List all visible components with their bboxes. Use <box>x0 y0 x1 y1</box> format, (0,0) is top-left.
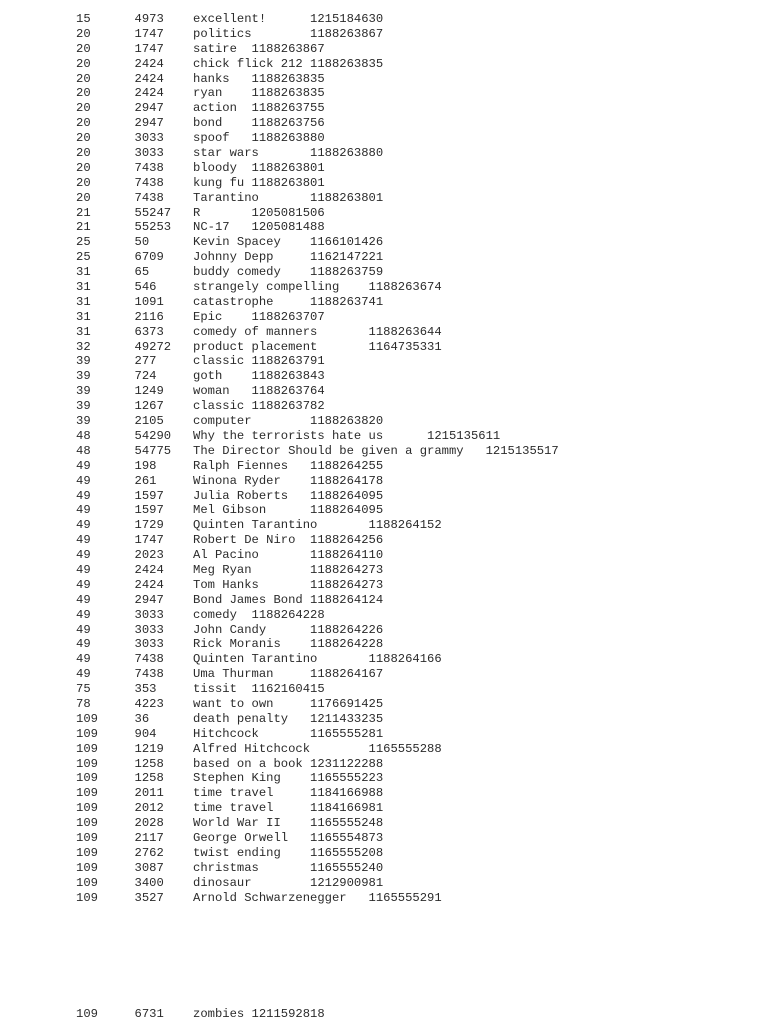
tag-row: 48 54775 The Director Should be given a grammy 1215135517 <box>76 443 559 458</box>
tag-row: 31 1091 catastrophe 1188263741 <box>76 294 384 309</box>
tag-row: 20 2947 action 1188263755 <box>76 101 325 116</box>
tag-row: 49 1747 Robert De Niro 1188264256 <box>76 533 384 548</box>
tag-row: 15 4973 excellent! 1215184630 <box>76 12 384 26</box>
tag-row: 109 2762 twist ending 1165555208 <box>76 845 384 860</box>
tag-row: 49 1729 Quinten Tarantino 1188264152 <box>76 518 442 533</box>
tag-row: 49 3033 comedy 1188264228 <box>76 607 325 622</box>
tag-row: 20 7438 kung fu 1188263801 <box>76 175 325 190</box>
tag-row: 49 2023 Al Pacino 1188264110 <box>76 548 384 563</box>
tag-row: 49 3033 John Candy 1188264226 <box>76 622 384 637</box>
tag-row: 49 7438 Quinten Tarantino 1188264166 <box>76 652 442 667</box>
tag-row: 20 2424 chick flick 212 1188263835 <box>76 56 384 71</box>
tag-row: 39 724 goth 1188263843 <box>76 369 325 384</box>
tag-row: 48 54290 Why the terrorists hate us 1215135611 <box>76 428 501 443</box>
tag-row: 109 3087 christmas 1165555240 <box>76 860 384 875</box>
tag-row: 49 261 Winona Ryder 1188264178 <box>76 473 384 488</box>
tag-row: 39 1267 classic 1188263782 <box>76 399 325 414</box>
tag-row: 20 2947 bond 1188263756 <box>76 116 325 131</box>
tag-row: 20 2424 hanks 1188263835 <box>76 71 325 86</box>
tag-row: 78 4223 want to own 1176691425 <box>76 696 384 711</box>
tag-row: 109 36 death penalty 1211433235 <box>76 711 384 726</box>
tag-row: 20 1747 satire 1188263867 <box>76 41 325 56</box>
tag-row: 31 2116 Epic 1188263707 <box>76 309 325 324</box>
tag-row: 20 3033 spoof 1188263880 <box>76 131 325 146</box>
tag-row: 20 1747 politics 1188263867 <box>76 26 384 41</box>
tag-row: 49 2424 Meg Ryan 1188264273 <box>76 562 384 577</box>
tag-row: 21 55247 R 1205081506 <box>76 205 325 220</box>
tag-row: 39 1249 woman 1188263764 <box>76 384 325 399</box>
tag-rows <box>76 12 756 905</box>
tag-row: 109 3527 Arnold Schwarzenegger 1165555291 <box>76 890 442 905</box>
tag-row: 109 2011 time travel 1184166988 <box>76 786 384 801</box>
tag-row: 20 7438 bloody 1188263801 <box>76 160 325 175</box>
tag-row: 109 3400 dinosaur 1212900981 <box>76 875 384 890</box>
tag-row: 109 904 Hitchcock 1165555281 <box>76 726 384 741</box>
tag-row: 49 7438 Uma Thurman 1188264167 <box>76 667 384 682</box>
tag-row: 25 50 Kevin Spacey 1166101426 <box>76 235 384 250</box>
tag-row: 49 2424 Tom Hanks 1188264273 <box>76 577 384 592</box>
tag-row: 109 1219 Alfred Hitchcock 1165555288 <box>76 741 442 756</box>
tag-row: 109 2012 time travel 1184166981 <box>76 801 384 816</box>
tag-row: 49 2947 Bond James Bond 1188264124 <box>76 592 384 607</box>
tag-row: 109 1258 based on a book 1231122288 <box>76 756 384 771</box>
tag-row: 31 65 buddy comedy 1188263759 <box>76 265 384 280</box>
tag-data-listing <box>76 12 756 905</box>
tag-row: 109 1258 Stephen King 1165555223 <box>76 771 384 786</box>
tag-row: 39 277 classic 1188263791 <box>76 354 325 369</box>
trailing-tag-row-block <box>76 1007 325 1022</box>
tag-row: 31 546 strangely compelling 1188263674 <box>76 280 442 295</box>
tag-row: 32 49272 product placement 1164735331 <box>76 339 442 354</box>
tag-row: 49 198 Ralph Fiennes 1188264255 <box>76 458 384 473</box>
tag-row: 21 55253 NC-17 1205081488 <box>76 220 325 235</box>
trailing-tag-row: 109 6731 zombies 1211592818 <box>76 1007 325 1021</box>
tag-row: 20 2424 ryan 1188263835 <box>76 86 325 101</box>
tag-row: 31 6373 comedy of manners 1188263644 <box>76 324 442 339</box>
tag-row: 20 3033 star wars 1188263880 <box>76 146 384 161</box>
tag-row: 39 2105 computer 1188263820 <box>76 414 384 429</box>
tag-row: 109 2028 World War II 1165555248 <box>76 816 384 831</box>
tag-row: 49 1597 Mel Gibson 1188264095 <box>76 503 384 518</box>
tag-row: 49 1597 Julia Roberts 1188264095 <box>76 488 384 503</box>
tag-row: 25 6709 Johnny Depp 1162147221 <box>76 250 384 265</box>
tag-row: 75 353 tissit 1162160415 <box>76 682 325 697</box>
tag-row: 49 3033 Rick Moranis 1188264228 <box>76 637 384 652</box>
tag-row: 20 7438 Tarantino 1188263801 <box>76 190 384 205</box>
tag-row: 109 2117 George Orwell 1165554873 <box>76 830 384 845</box>
